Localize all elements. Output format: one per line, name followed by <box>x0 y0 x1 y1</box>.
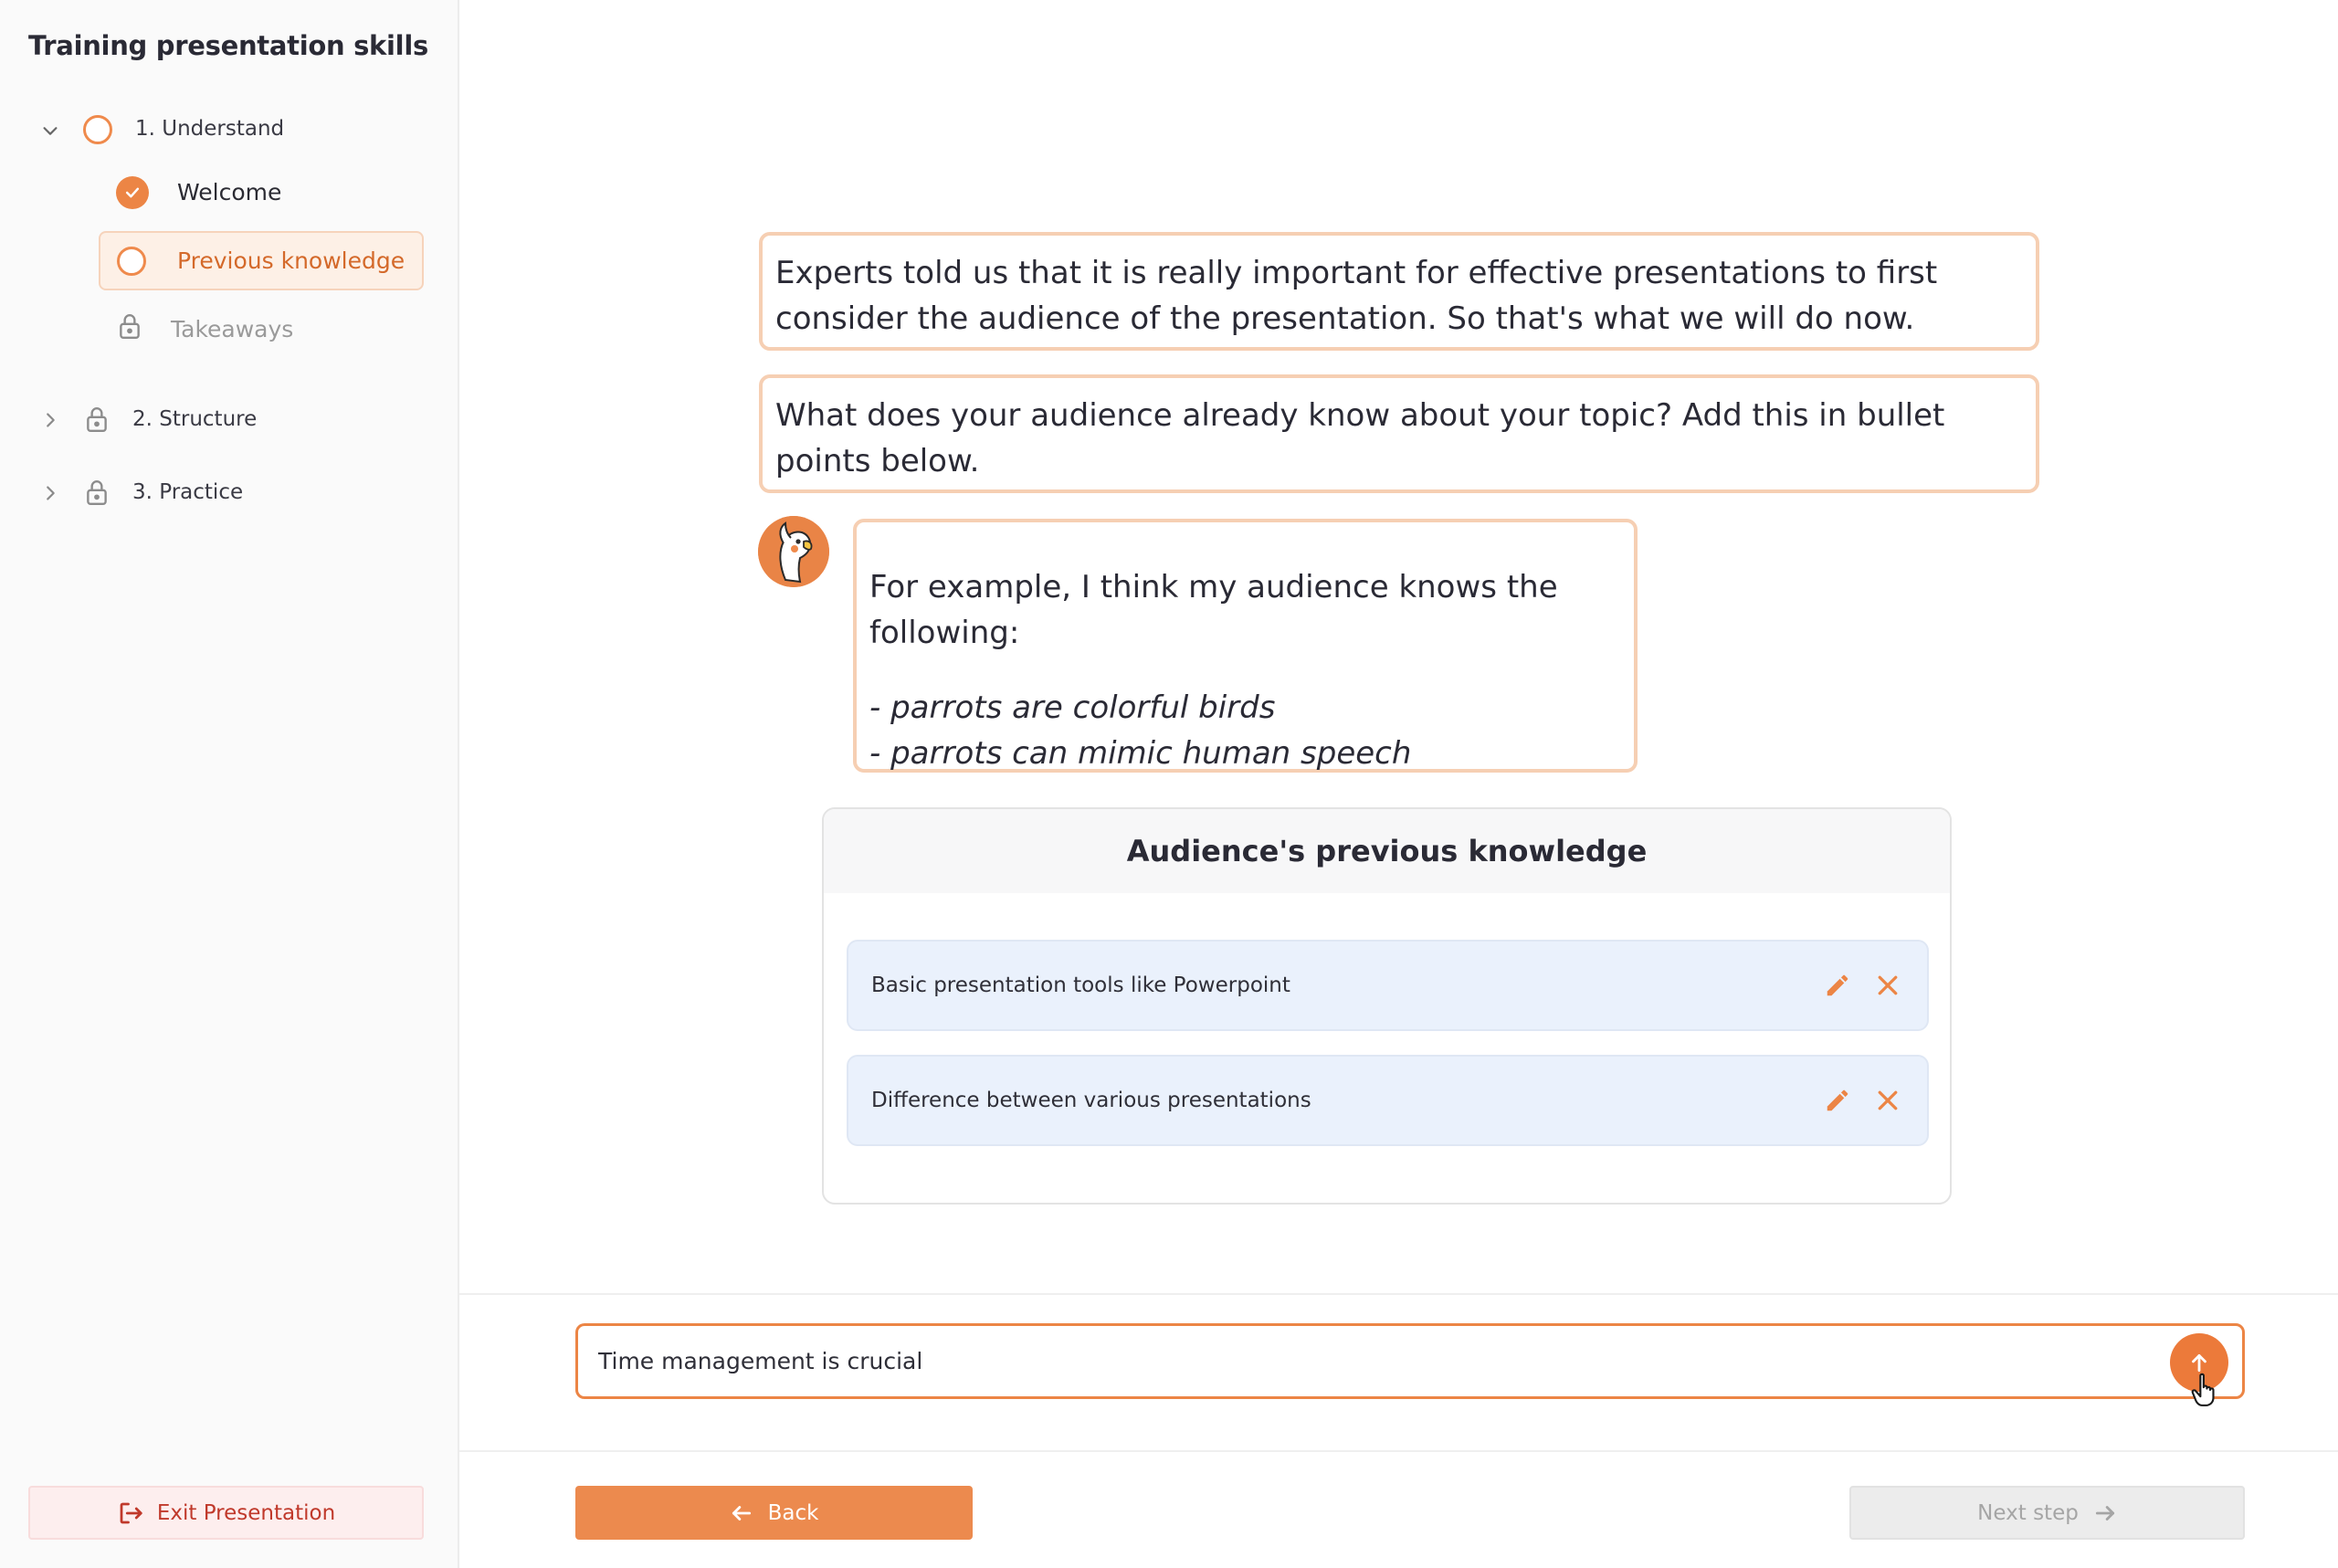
knowledge-item <box>847 940 1929 1031</box>
divider <box>459 1450 2338 1452</box>
arrow-right-icon <box>2093 1501 2117 1525</box>
hand-pointer-icon <box>2190 1372 2221 1408</box>
sidebar-section-structure[interactable]: 2. Structure <box>132 407 258 431</box>
chat-message-text: Experts told us that it is really important for effective presentations to first consider the audience of the presentation. So that's what we will do now. <box>775 255 1938 337</box>
chevron-right-icon[interactable] <box>40 410 60 430</box>
sidebar-step-welcome[interactable]: Welcome <box>177 179 282 205</box>
chevron-down-icon[interactable] <box>40 121 60 141</box>
example-bullet: - parrots are colorful birds <box>869 689 1276 726</box>
knowledge-item-text: Difference between various presentations <box>871 1089 1311 1112</box>
exit-presentation-button[interactable] <box>28 1486 424 1540</box>
chat-message <box>759 374 2039 493</box>
next-step-label: Next step <box>1977 1500 2079 1525</box>
lock-icon <box>118 312 142 340</box>
answer-input-container <box>575 1323 2245 1399</box>
exit-icon <box>117 1500 144 1527</box>
step-progress-ring <box>117 247 146 276</box>
back-label: Back <box>767 1500 819 1525</box>
back-button[interactable] <box>575 1486 973 1540</box>
arrow-left-icon <box>730 1501 753 1525</box>
pencil-icon[interactable] <box>1821 1084 1854 1117</box>
sidebar-section-understand[interactable]: 1. Understand <box>135 117 285 141</box>
knowledge-item-text: Basic presentation tools like Powerpoint <box>871 973 1290 997</box>
knowledge-panel <box>822 807 1952 1205</box>
pencil-icon[interactable] <box>1821 969 1854 1002</box>
example-bullet: - parrots can mimic human speech <box>869 735 1412 772</box>
divider <box>459 1293 2338 1295</box>
lock-icon <box>85 479 109 506</box>
check-circle-icon <box>116 176 149 209</box>
sidebar-step-previous-knowledge-label: Previous knowledge <box>177 247 405 274</box>
chat-message-text: What does your audience already know about your topic? Add this in bullet points below. <box>775 397 1945 479</box>
course-title: Training presentation skills <box>28 30 428 61</box>
knowledge-item <box>847 1055 1929 1146</box>
next-step-button[interactable] <box>1849 1486 2245 1540</box>
sidebar <box>0 0 459 1568</box>
close-icon[interactable] <box>1871 1084 1904 1117</box>
sidebar-section-practice[interactable]: 3. Practice <box>132 480 244 504</box>
answer-input[interactable] <box>598 1326 2105 1396</box>
parrot-avatar <box>758 516 829 587</box>
close-icon[interactable] <box>1871 969 1904 1002</box>
panel-title: Audience's previous knowledge <box>824 809 1950 893</box>
chat-message <box>759 232 2039 351</box>
example-message <box>853 519 1638 773</box>
chevron-right-icon[interactable] <box>40 483 60 503</box>
example-intro: For example, I think my audience knows the following: <box>869 569 1558 651</box>
sidebar-step-takeaways: Takeaways <box>171 316 294 342</box>
exit-presentation-label: Exit Presentation <box>156 1500 336 1525</box>
lock-icon <box>85 405 109 433</box>
section-progress-ring <box>83 115 112 144</box>
